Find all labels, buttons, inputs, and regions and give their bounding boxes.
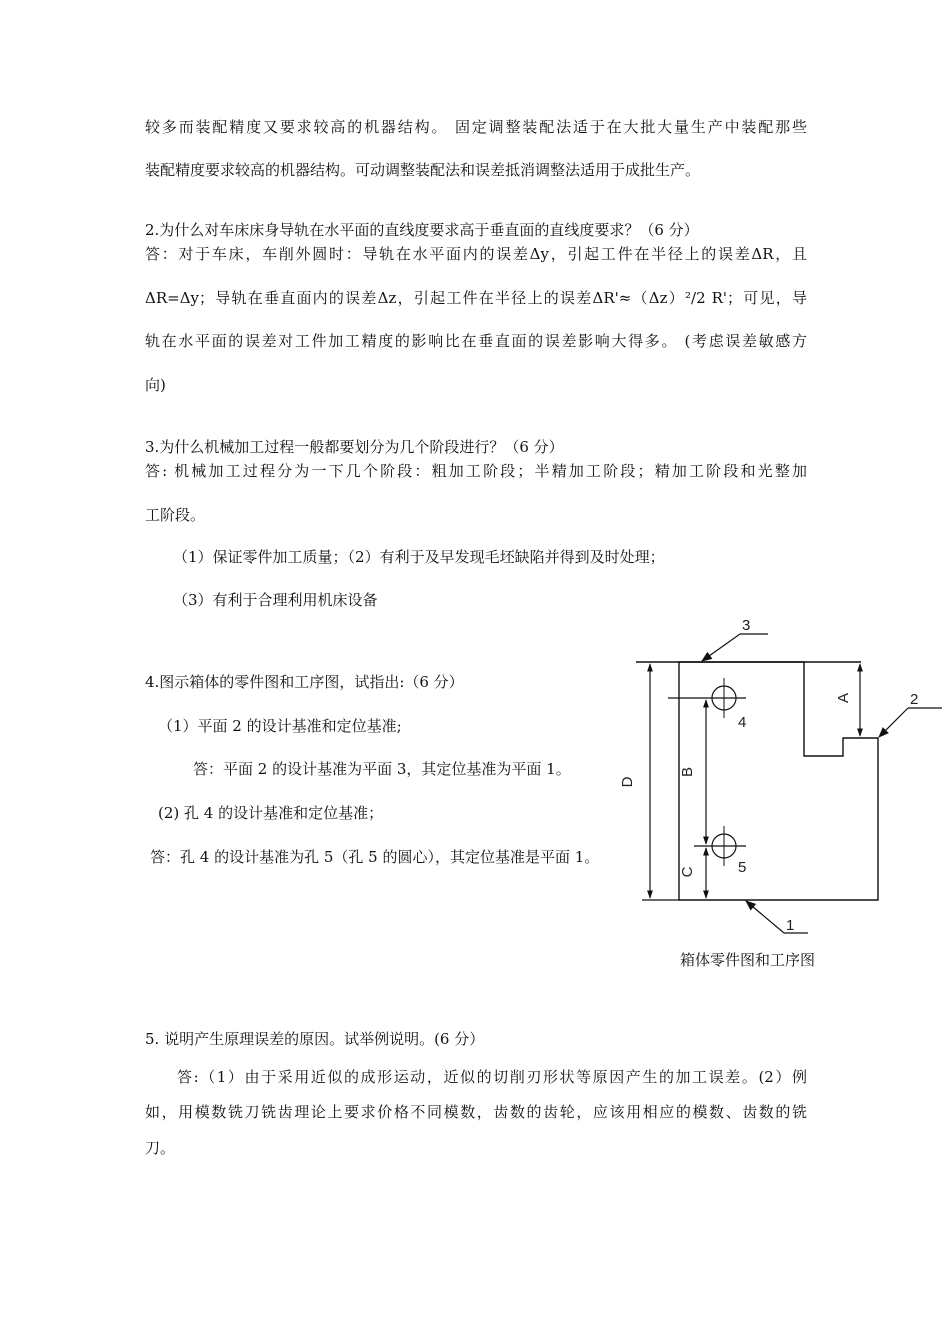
surface-1-label: 1 bbox=[786, 917, 795, 934]
q4-sub-1: （1）平面 2 的设计基准和定位基准; bbox=[158, 717, 402, 735]
hole-4-label: 4 bbox=[738, 714, 747, 731]
dim-a-label: A bbox=[835, 692, 852, 704]
dim-d-label: D bbox=[619, 776, 636, 788]
q5-answer-line-3: 刀。 bbox=[145, 1139, 176, 1157]
q2-answer-line-4: 向) bbox=[145, 376, 166, 394]
q2-question: 2.为什么对车床床身导轨在水平面的直线度要求高于垂直面的直线度要求？（6 分） bbox=[145, 221, 699, 239]
q2-answer-line-1: 答：对于车床，车削外圆时：导轨在水平面内的误差Δy，引起工件在半径上的误差ΔR，且 bbox=[145, 245, 807, 263]
q3-question: 3.为什么机械加工过程一般都要划分为几个阶段进行？（6 分） bbox=[145, 438, 564, 456]
q3-point-2: （3）有利于合理利用机床设备 bbox=[173, 591, 378, 609]
dim-b-label: B bbox=[679, 766, 696, 778]
q3-answer-line-2: 工阶段。 bbox=[145, 506, 206, 524]
q2-answer-line-3: 轨在水平面的误差对工件加工精度的影响比在垂直面的误差影响大得多。 (考虑误差敏感方 bbox=[145, 332, 807, 350]
box-part-drawing bbox=[619, 610, 946, 940]
hole-5-label: 5 bbox=[738, 859, 747, 876]
q5-question: 5. 说明产生原理误差的原因。试举例说明。(6 分） bbox=[145, 1030, 485, 1048]
q3-point-1: （1）保证零件加工质量；（2）有利于及早发现毛坯缺陷并得到及时处理； bbox=[173, 548, 665, 566]
dim-c-label: C bbox=[679, 866, 696, 878]
q4-answer-1: 答：平面 2 的设计基准为平面 3，其定位基准为平面 1。 bbox=[193, 760, 571, 778]
intro-line-1: 较多而装配精度又要求较高的机器结构。 固定调整装配法适于在大批大量生产中装配那些 bbox=[145, 118, 807, 136]
q5-answer-line-2: 如，用模数铣刀铣齿理论上要求价格不同模数，齿数的齿轮，应该用相应的模数、齿数的铣 bbox=[145, 1103, 807, 1121]
figure-caption: 箱体零件图和工序图 bbox=[680, 951, 816, 969]
surface-3-label: 3 bbox=[742, 617, 751, 634]
q4-answer-2: 答：孔 4 的设计基准为孔 5（孔 5 的圆心），其定位基准是平面 1。 bbox=[150, 848, 600, 866]
q4-sub-2: (2) 孔 4 的设计基准和定位基准； bbox=[158, 804, 384, 822]
intro-line-2: 装配精度要求较高的机器结构。可动调整装配法和误差抵消调整法适用于成批生产。 bbox=[145, 161, 701, 179]
q5-answer-line-1: 答:（1）由于采用近似的成形运动，近似的切削刃形状等原因产生的加工误差。(2）例 bbox=[177, 1068, 807, 1086]
q4-question: 4.图示箱体的零件图和工序图，试指出:（6 分） bbox=[145, 673, 464, 691]
surface-2-label: 2 bbox=[910, 691, 919, 708]
q3-answer-line-1: 答: 机械加工过程分为一下几个阶段：粗加工阶段；半精加工阶段；精加工阶段和光整加 bbox=[145, 462, 807, 480]
q2-answer-line-2: ΔR=Δy；导轨在垂直面内的误差Δz，引起工件在半径上的误差ΔR'≈（Δz）²/2 R'；可见，导 bbox=[145, 289, 807, 307]
